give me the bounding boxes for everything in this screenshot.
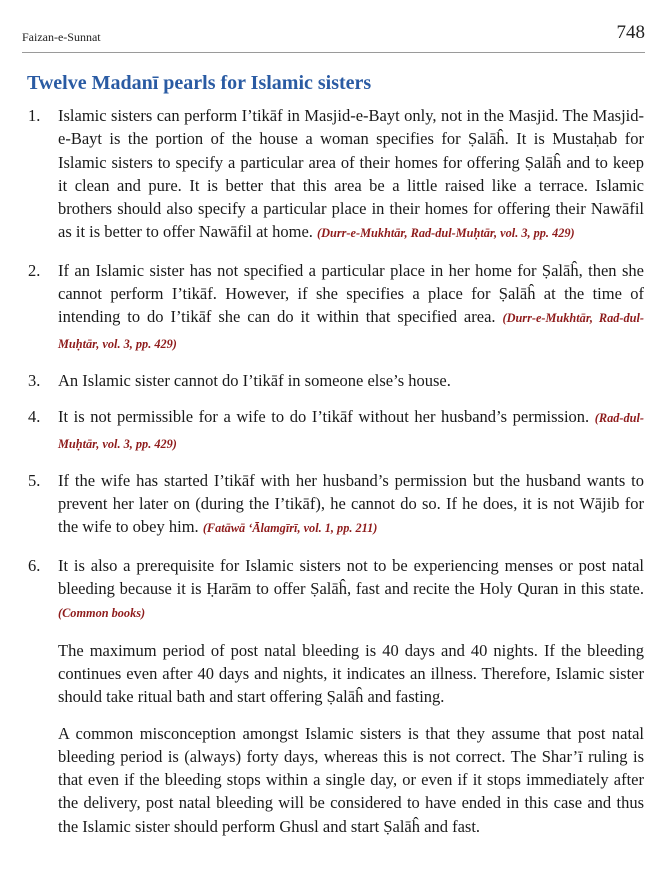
item-body: An Islamic sister cannot do I’tikāf in someone else’s house. bbox=[58, 370, 451, 390]
item-body: It is also a prerequisite for Islamic sisters not to be experiencing menses or post natal bleeding because it is Ḥarām to offer Ṣalāĥ, fast and recite the Holy Quran in this state. bbox=[58, 555, 644, 599]
item-body: It is not permissible for a wife to do I’tikāf without her husband’s permission. bbox=[58, 407, 590, 427]
page-number: 748 bbox=[616, 22, 645, 43]
list-item bbox=[22, 405, 644, 456]
item-body: If the wife has started I’tikāf with her husband’s permission but the husband wants to prevent her later on (during the I’tikāf), he cannot do so. If he does, it is not Wājib for the wife to obey him. bbox=[58, 470, 644, 537]
item-reference: (Fatāwā ‘Ālamgīrī, vol. 1, pp. 211) bbox=[202, 521, 378, 536]
list-item bbox=[22, 369, 644, 392]
item-number: 1. bbox=[28, 106, 41, 125]
item-text bbox=[58, 469, 644, 541]
item-text bbox=[58, 369, 644, 392]
page-header bbox=[22, 22, 645, 53]
body-paragraph: A common misconception amongst Islamic sisters is that they assume that post natal bleeding period is (always) forty days, whereas this is not correct. The Shar’ī ruling is that even if the bleeding stops within a single day, or even if it stops immediately after the delivery, post natal bleeding will be considered to have ended in this case and thus the Islamic sister should perform Ghusl and start Ṣalāĥ and fast. bbox=[58, 723, 644, 836]
list-item bbox=[22, 259, 644, 356]
item-number: 3. bbox=[28, 370, 41, 390]
item-number: 5. bbox=[28, 470, 41, 490]
book-title: Faizan-e-Sunnat bbox=[22, 30, 101, 44]
section-title: Twelve Madanī pearls for Islamic sisters bbox=[27, 72, 372, 94]
item-number: 2. bbox=[28, 260, 41, 280]
item-body: If an Islamic sister has not specified a particular place in her home for Ṣalāĥ, then she cannot perform I’tikāf. However, if she specifies a place for Ṣalāĥ at the time of intending to do I’tikāf she can do it within that specified area. bbox=[58, 260, 644, 327]
list-item bbox=[22, 554, 644, 626]
item-reference: (Durr-e-Mukhtār, Rad-dul-Muḥtār, vol. 3, pp. 429) bbox=[317, 226, 575, 241]
item-text bbox=[58, 554, 644, 626]
list-item bbox=[22, 469, 644, 541]
item-text bbox=[58, 104, 644, 246]
list-item bbox=[22, 104, 644, 246]
item-reference: (Durr-e-Mukhtār, Rad-dul-Muḥtār, vol. 3, pp. 429) bbox=[58, 311, 644, 351]
body-paragraph: The maximum period of post natal bleeding is 40 days and 40 nights. If the bleeding continues even after 40 days and nights, it indicates an illness. Therefore, Islamic sister should take ritual bath and start offering Ṣalāĥ and fasting. bbox=[58, 640, 644, 707]
item-body: Islamic sisters can perform I’tikāf in Masjid-e-Bayt only, not in the Masjid. The Masjid-e-Bayt is the portion of the house a woman specifies for Ṣalāĥ. It is Mustaḥab for Islamic sisters to specify a particular area of their homes for offering Ṣalāĥ and to keep it clean and pure. It is better that this area be a little raised like a terrace. Islamic brothers should also specify a particular place in their homes for offering their Nawāfil as it is better to offer Nawāfil at home. bbox=[58, 106, 644, 242]
pearls-list bbox=[22, 104, 644, 838]
item-text bbox=[58, 405, 644, 456]
item-reference: (Rad-dul-Muḥtār, vol. 3, pp. 429) bbox=[58, 411, 644, 451]
item-text bbox=[58, 259, 644, 356]
item-number: 4. bbox=[28, 407, 41, 427]
item-reference: (Common books) bbox=[58, 606, 146, 621]
item-number: 6. bbox=[28, 555, 41, 575]
